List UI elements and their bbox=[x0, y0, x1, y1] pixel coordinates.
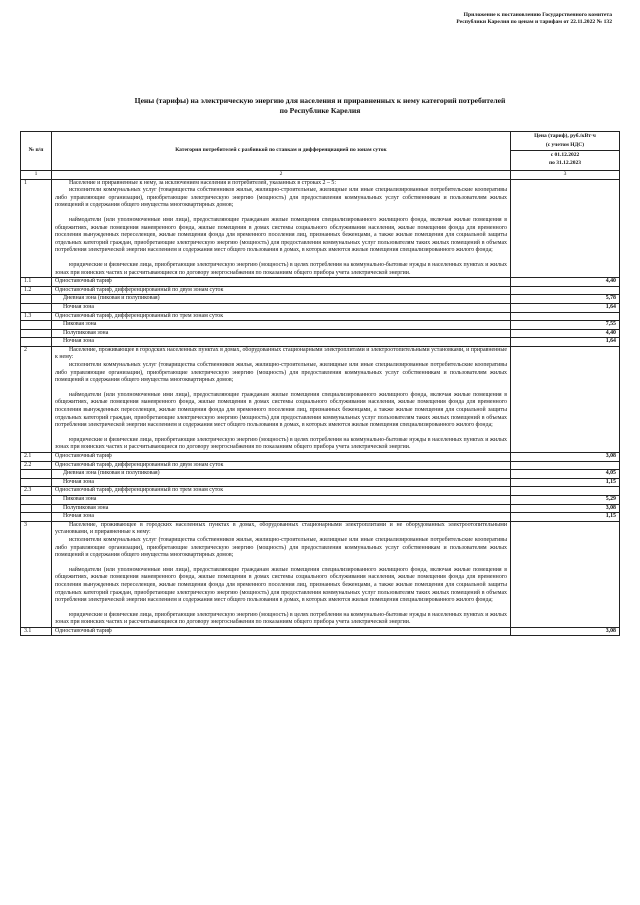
header-category: Категория потребителей с разбивкой по ставкам и дифференциацией по зонам суток bbox=[52, 132, 511, 171]
section-3-row bbox=[21, 521, 620, 627]
row-label: Одноставочный тариф bbox=[52, 627, 511, 636]
table-row bbox=[21, 286, 620, 295]
section-text bbox=[52, 179, 511, 278]
header-price-l2: (с учетом НДС) bbox=[545, 141, 585, 148]
row-label: Ночная зона bbox=[52, 303, 511, 312]
row-num: 2.3 bbox=[21, 487, 52, 496]
row-label: Пиковая зона bbox=[52, 495, 511, 504]
row-num: 2.2 bbox=[21, 461, 52, 470]
section-paragraph: юридические и физические лица, приобретающие электрическую энергию (мощность) в целях потребления на коммунально-бытовые нужды в населенных пунктах и жилых зонах при воинских частях и рассчитывающиеся по договору энергоснабжения по показаниям общего прибора учета электрической энергии. bbox=[55, 261, 507, 276]
table-row bbox=[21, 329, 620, 338]
section-paragraph: юридические и физические лица, приобретающие электрическую энергию (мощность) в целях потребления на коммунально-бытовые нужды в населенных пунктах и жилых зонах при воинских частях и рассчитывающиеся по договору энергоснабжения по показаниям общего прибора учета электрической энергии. bbox=[55, 436, 507, 451]
row-label: Полупиковая зона bbox=[52, 329, 511, 338]
row-label: Одноставочный тариф, дифференцированный по трем зонам суток bbox=[52, 312, 511, 321]
table-row bbox=[21, 487, 620, 496]
row-price: 3,08 bbox=[511, 627, 620, 636]
row-num: 2.1 bbox=[21, 453, 52, 462]
table-row bbox=[21, 278, 620, 287]
section-paragraph: наймодатели (или уполномоченные ими лица), предоставляющие гражданам жилые помещения специализированного жилищного фонда, включая жилые помещения в общежитиях, жилые помещения маневренного фонда, жилые помещения в домах системы социального обслуживания населения, жилые помещения фонда для временного поселения вынужденных переселенцев, жилые помещения фонда для временного поселения лиц, признанных беженцами, а также жилые помещения для социальной защиты отдельных категорий граждан, приобретающие электрическую энергию (мощность) для предоставления коммунальных услуг пользователям таких жилых помещений в объемах потребления электрической энергии населением и содержания мест общего пользования в домах, в которых имеются жилые помещения специализированного жилого фонда; bbox=[55, 566, 507, 604]
row-price: 3,08 bbox=[511, 453, 620, 462]
section-num: 1 bbox=[21, 179, 52, 278]
tariff-table bbox=[20, 131, 620, 636]
section-paragraph: наймодатели (или уполномоченные ими лица), предоставляющие гражданам жилые помещения специализированного жилищного фонда, включая жилые помещения в общежитиях, жилые помещения маневренного фонда, жилые помещения в домах системы социального обслуживания населения, жилые помещения фонда для временного поселения вынужденных переселенцев, жилые помещения фонда для временного поселения лиц, признанных беженцами, а также жилые помещения для социальной защиты отдельных категорий граждан, приобретающие электрическую энергию (мощность) для предоставления коммунальных услуг пользователям таких жилых помещений в объемах потребления электрической энергии населением и содержания мест общего пользования в домах, в которых имеются жилые помещения специализированного жилого фонда; bbox=[55, 216, 507, 254]
col-number-2: 2 bbox=[52, 171, 511, 180]
row-label: Одноставочный тариф bbox=[52, 278, 511, 287]
row-price: 4,40 bbox=[511, 329, 620, 338]
row-label: Ночная зона bbox=[52, 513, 511, 522]
row-price: 4,40 bbox=[511, 278, 620, 287]
header-period-l2: по 31.12.2023 bbox=[548, 159, 582, 166]
header-price bbox=[511, 132, 620, 171]
document-title bbox=[0, 96, 640, 116]
section-intro: Население, проживающее в городских населенных пунктах в домах, оборудованных стационарными электроплитами и не оборудованных электроотопительными установками, и приравненные к нему: bbox=[55, 521, 507, 536]
row-label: Одноставочный тариф bbox=[52, 453, 511, 462]
section-paragraph: исполнители коммунальных услуг (товарищества собственников жилья, жилищно-строительные, жилищные или иные специализированные потребительские кооперативы либо управляющие организации), приобретающие электрическую энергию (мощность) для предоставления коммунальных услуг собственникам и пользователям жилых помещений и содержания общего имущества многоквартирных домов; bbox=[55, 187, 507, 209]
col-number-1: 1 bbox=[21, 171, 52, 180]
section-num: 2 bbox=[21, 346, 52, 452]
row-num: 1.2 bbox=[21, 286, 52, 295]
table-row bbox=[21, 453, 620, 462]
table-row bbox=[21, 312, 620, 321]
header-row bbox=[21, 132, 620, 171]
table-row bbox=[21, 627, 620, 636]
title-line-2: по Республике Карелия bbox=[279, 106, 361, 115]
row-price: 1,15 bbox=[511, 478, 620, 487]
section-paragraph: исполнители коммунальных услуг (товарищества собственников жилья, жилищно-строительные, жилищные или иные специализированные потребительские кооперативы либо управляющие организации), приобретающие электрическую энергию (мощность) для предоставления коммунальных услуг собственникам и пользователям жилых помещений и содержания общего имущества многоквартирных домов; bbox=[55, 362, 507, 384]
row-label: Одноставочный тариф, дифференцированный по трем зонам суток bbox=[52, 487, 511, 496]
row-label: Ночная зона bbox=[52, 338, 511, 347]
table-row bbox=[21, 495, 620, 504]
row-price: 7,55 bbox=[511, 321, 620, 330]
row-price: 3,08 bbox=[511, 504, 620, 513]
row-price: 1,64 bbox=[511, 338, 620, 347]
section-intro: Население и приравненные к нему, за исключением населения и потребителей, указанных в строках 2 – 5: bbox=[69, 179, 336, 186]
header-period-l1: с 01.12.2022 bbox=[511, 150, 619, 160]
section-text bbox=[52, 521, 511, 627]
header-num: № п/п bbox=[21, 132, 52, 171]
row-price: 1,64 bbox=[511, 303, 620, 312]
row-label: Дневная зона (пиковая и полупиковая) bbox=[52, 470, 511, 479]
row-label: Ночная зона bbox=[52, 478, 511, 487]
header-price-l1: Цена (тариф), руб./кВт·ч bbox=[534, 133, 596, 139]
table-row bbox=[21, 321, 620, 330]
section-num: 3 bbox=[21, 521, 52, 627]
row-label: Одноставочный тариф, дифференцированный по двум зонам суток bbox=[52, 286, 511, 295]
row-price: 5,29 bbox=[511, 495, 620, 504]
row-label: Полупиковая зона bbox=[52, 504, 511, 513]
table-row bbox=[21, 504, 620, 513]
section-intro: Население, проживающее в городских населенных пунктах в домах, оборудованных стационарными электроплитами и электроотопительными установками, и приравненные к нему: bbox=[55, 346, 507, 361]
section-1-row bbox=[21, 179, 620, 278]
row-label: Дневная зона (пиковая и полупиковая) bbox=[52, 295, 511, 304]
section-2-row bbox=[21, 346, 620, 452]
appendix-note bbox=[456, 12, 612, 26]
section-paragraph: исполнители коммунальных услуг (товарищества собственников жилья, жилищно-строительные, жилищные или иные специализированные потребительские кооперативы либо управляющие организации), приобретающие электрическую энергию (мощность) для предоставления коммунальных услуг собственникам и пользователям жилых помещений и содержания общего имущества многоквартирных домов; bbox=[55, 536, 507, 559]
row-label: Пиковая зона bbox=[52, 321, 511, 330]
row-price: 5,78 bbox=[511, 295, 620, 304]
section-text bbox=[52, 346, 511, 452]
row-label: Одноставочный тариф, дифференцированный по двум зонам суток bbox=[52, 461, 511, 470]
table-row bbox=[21, 295, 620, 304]
row-num: 1.1 bbox=[21, 278, 52, 287]
col-number-3: 3 bbox=[511, 171, 620, 180]
header-col-numbers bbox=[21, 171, 620, 180]
table-row bbox=[21, 470, 620, 479]
table-row bbox=[21, 303, 620, 312]
table-row bbox=[21, 513, 620, 522]
table-row bbox=[21, 478, 620, 487]
table-row bbox=[21, 338, 620, 347]
title-line-1: Цены (тарифы) на электрическую энергию для населения и приравненных к нему категорий потребителей bbox=[134, 96, 506, 105]
row-num: 3.1 bbox=[21, 627, 52, 636]
table-row bbox=[21, 461, 620, 470]
section-paragraph: наймодатели (или уполномоченные ими лица), предоставляющие гражданам жилые помещения специализированного жилищного фонда, включая жилые помещения в общежитиях, жилые помещения маневренного фонда, жилые помещения в домах системы социального обслуживания населения, жилые помещения фонда для временного поселения вынужденных переселенцев, жилые помещения фонда для временного поселения лиц, признанных беженцами, а также жилые помещения для социальной защиты отдельных категорий граждан, приобретающие электрическую энергию (мощность) для предоставления коммунальных услуг пользователям таких жилых помещений в объемах потребления электрической энергии населением и содержания мест общего пользования в домах, в которых имеются жилые помещения специализированного жилого фонда; bbox=[55, 391, 507, 429]
section-paragraph: юридические и физические лица, приобретающие электрическую энергию (мощность) в целях потребления на коммунально-бытовые нужды в населенных пунктах и жилых зонах при воинских частях и рассчитывающиеся по договору энергоснабжения по показаниям общего прибора учета электрической энергии. bbox=[55, 611, 507, 626]
appendix-line-2: Республики Карелия по ценам и тарифам от 22.11.2022 № 132 bbox=[456, 19, 612, 25]
appendix-line-1: Приложение к постановлению Государственного комитета bbox=[463, 12, 612, 18]
row-price: 4,05 bbox=[511, 470, 620, 479]
row-price: 1,15 bbox=[511, 513, 620, 522]
row-num: 1.3 bbox=[21, 312, 52, 321]
